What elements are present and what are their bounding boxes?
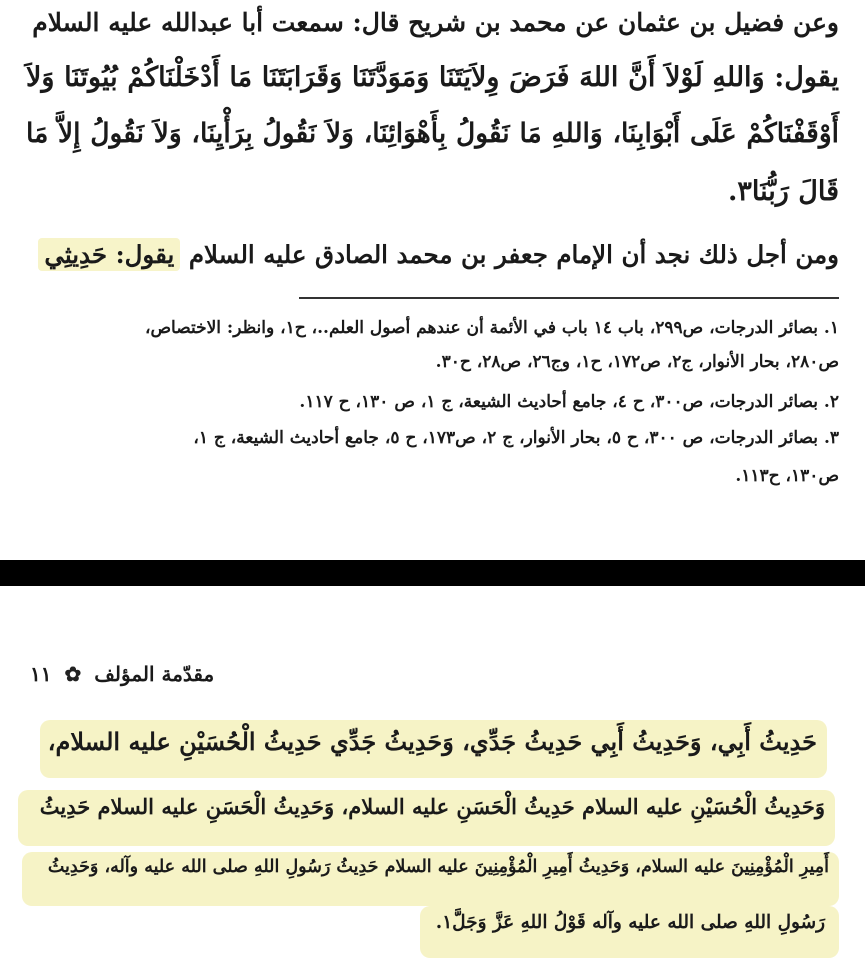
header-title: مقدّمة المؤلف (94, 662, 215, 686)
hadith-line-3: أَمِيرِ الْمُؤْمِنِينَ عليه السلام، وَحَدِيثُ أَمِيرِ الْمُؤْمِنِينَ عليه السلام حَدِيثُ رَسُولِ اللهِ صلى الله عليه وآله، وَحَدِيثُ (47, 857, 829, 877)
footnote-3a: ٣. بصائر الدرجات، ص ٣٠٠، ح ٥، بحار الأنوار، ج ٢، ص١٧٣، ح ٥، جامع أحاديث الشيعة، ج ١، (193, 428, 839, 448)
footnote-2: ٢. بصائر الدرجات، ص٣٠٠، ح ٤، جامع أحاديث الشيعة، ج ١، ص ١٣٠، ح ١١٧. (299, 392, 839, 412)
highlighted-phrase: يقول: حَدِيثِي (38, 238, 180, 271)
footnote-1b: ص٢٨٠، بحار الأنوار، ج٢، ص١٧٢، ح١، وج٢٦، ص٢٨، ح٣٠. (435, 352, 839, 372)
footnote-3b: ص١٣٠، ح١١٣. (735, 466, 839, 486)
body-line-2: يقول: وَاللهِ لَوْلاَ أَنَّ اللهَ فَرَضَ وِلاَيَتَنَا وَمَوَدَّتَنَا وَقَرَابَتَنَا مَا أَدْخَلْنَاكُمْ بُيُوتَنَا وَلاَ (26, 62, 839, 93)
body-line-4: قَالَ رَبُّنَا٣. (728, 176, 839, 207)
body-line-1: وعن فضيل بن عثمان عن محمد بن شريح قال: سمعت أبا عبدالله عليه السلام (32, 8, 839, 37)
hadith-line-4: رَسُولِ اللهِ صلى الله عليه وآله قَوْلُ اللهِ عَزَّ وَجَلَّ١. (435, 912, 825, 933)
highlighted-sentence (26, 240, 839, 269)
sentence-text: ومن أجل ذلك نجد أن الإمام جعفر بن محمد الصادق عليه السلام (188, 240, 839, 269)
flower-ornament-icon: ✿ (64, 662, 82, 686)
page-number: ١١ (30, 662, 52, 686)
body-line-3: أَوْقَفْنَاكُمْ عَلَى أَبْوَابِنَا، وَاللهِ مَا نَقُولُ بِأَهْوَائِنَا، وَلاَ نَقُولُ بِرَأْيِنَا، وَلاَ نَقُولُ إِلاَّ مَا (26, 118, 839, 149)
page-divider (0, 560, 865, 586)
hadith-line-1: حَدِيثُ أَبِي، وَحَدِيثُ أَبِي حَدِيثُ جَدِّي، وَحَدِيثُ جَدِّي حَدِيثُ الْحُسَيْنِ عليه السلام، (47, 727, 817, 756)
footnote-separator (299, 297, 839, 299)
footnote-1a: ١. بصائر الدرجات، ص٢٩٩، باب ١٤ باب في الأئمة أن عندهم أصول العلم..، ح١، وانظر: الاختصاص، (144, 318, 839, 338)
running-header (30, 662, 214, 686)
hadith-line-2: وَحَدِيثُ الْحُسَيْنِ عليه السلام حَدِيثُ الْحَسَنِ عليه السلام، وَحَدِيثُ الْحَسَنِ عليه السلام حَدِيثُ (39, 794, 825, 819)
